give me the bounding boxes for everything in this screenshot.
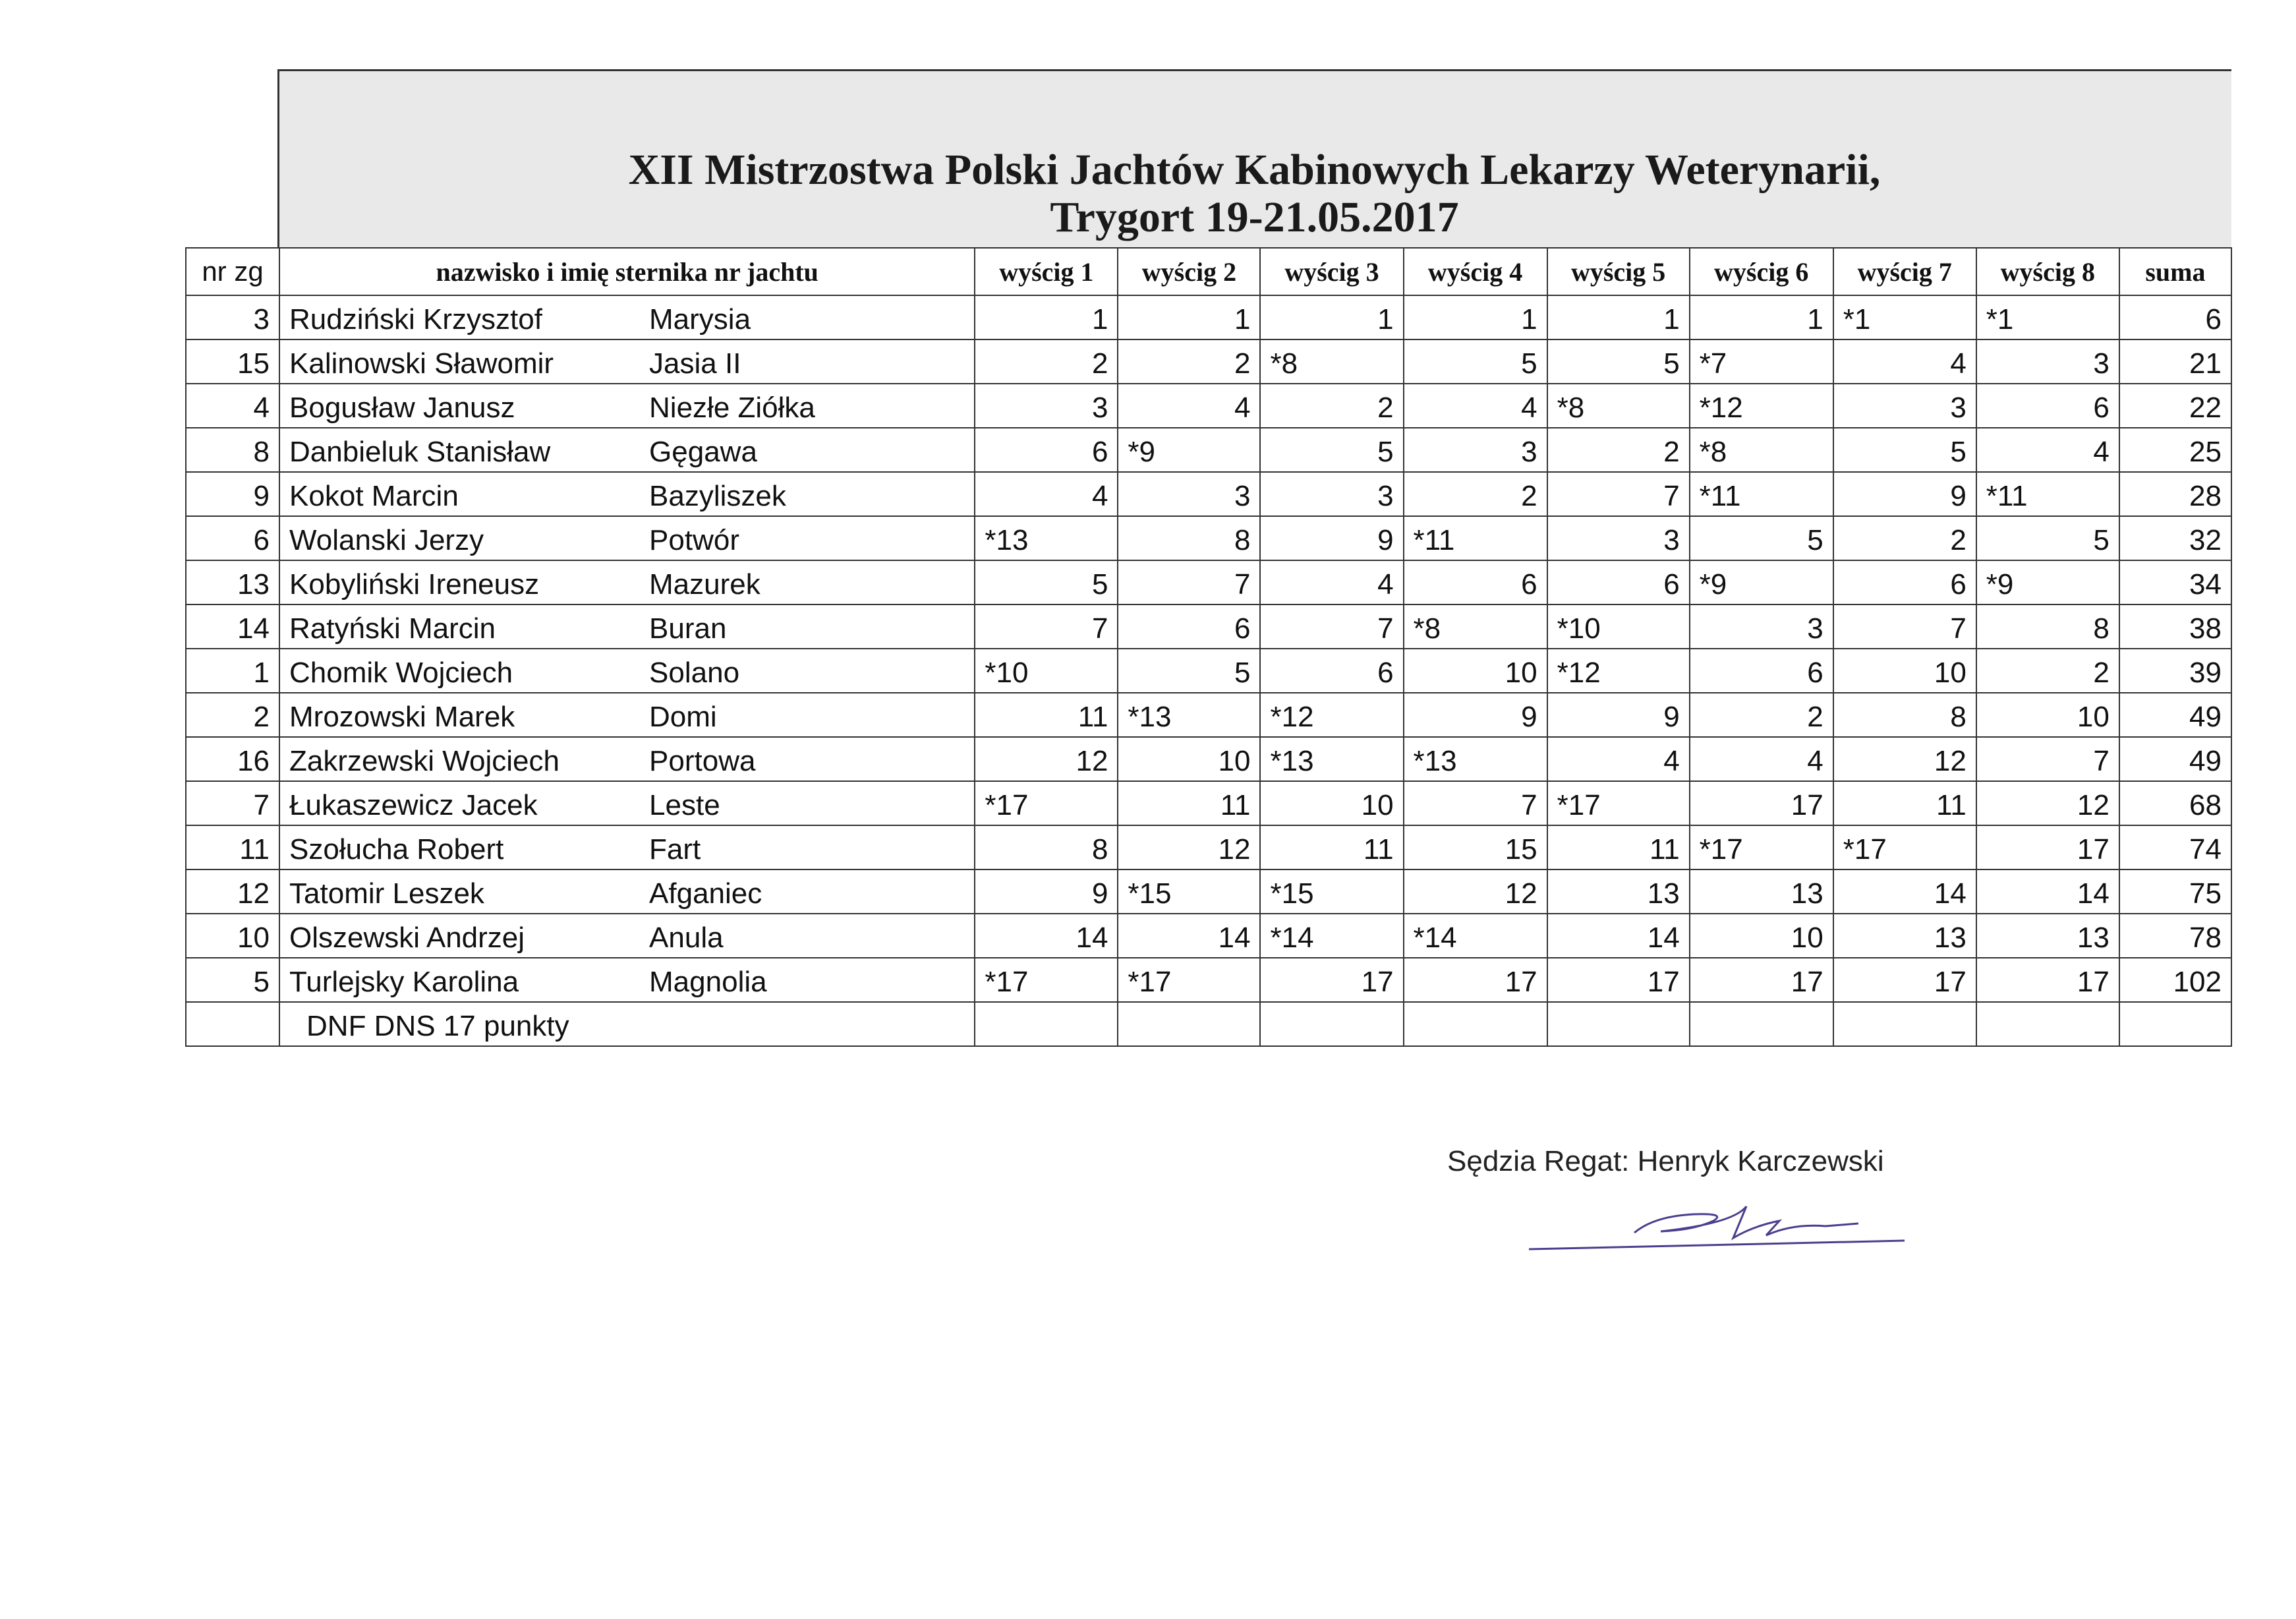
- position-cell: 14: [186, 604, 279, 649]
- race-7-cell: 10: [1833, 649, 1976, 693]
- position-cell: 10: [186, 914, 279, 958]
- total-cell: 39: [2119, 649, 2231, 693]
- race-5-cell: 6: [1547, 560, 1690, 604]
- header-race-8: wyścig 8: [1976, 248, 2119, 295]
- judge-signature: [1516, 1180, 1924, 1259]
- race-8-cell: *1: [1976, 295, 2119, 339]
- skipper-name: Bogusław Janusz: [289, 392, 515, 424]
- name-cell: [279, 428, 975, 472]
- race-3-cell: 3: [1260, 472, 1403, 516]
- header-race-3: wyścig 3: [1260, 248, 1403, 295]
- race-8-cell: 6: [1976, 384, 2119, 428]
- table-row: [186, 825, 2231, 869]
- race-6-cell: *8: [1690, 428, 1833, 472]
- header-race-7: wyścig 7: [1833, 248, 1976, 295]
- race-8-cell: 14: [1976, 869, 2119, 914]
- race-7-cell: 6: [1833, 560, 1976, 604]
- position-cell: 11: [186, 825, 279, 869]
- position-cell: 16: [186, 737, 279, 781]
- race-5-cell: 9: [1547, 693, 1690, 737]
- race-7-cell: 13: [1833, 914, 1976, 958]
- table-row: [186, 914, 2231, 958]
- yacht-name: Leste: [649, 789, 720, 821]
- empty-cell: [1404, 1002, 1547, 1046]
- race-7-cell: 3: [1833, 384, 1976, 428]
- race-1-cell: 5: [975, 560, 1118, 604]
- table-row: [186, 649, 2231, 693]
- race-1-cell: 14: [975, 914, 1118, 958]
- total-cell: 68: [2119, 781, 2231, 825]
- race-1-cell: 12: [975, 737, 1118, 781]
- race-5-cell: 2: [1547, 428, 1690, 472]
- total-cell: 28: [2119, 472, 2231, 516]
- empty-cell: [1976, 1002, 2119, 1046]
- race-5-cell: 14: [1547, 914, 1690, 958]
- empty-cell: [1260, 1002, 1403, 1046]
- table-row: [186, 428, 2231, 472]
- race-2-cell: 2: [1118, 339, 1260, 384]
- yacht-name: Marysia: [649, 303, 751, 336]
- header-race-5: wyścig 5: [1547, 248, 1690, 295]
- table-row: [186, 472, 2231, 516]
- race-8-cell: 12: [1976, 781, 2119, 825]
- skipper-name: Łukaszewicz Jacek: [289, 789, 538, 821]
- table-row: [186, 693, 2231, 737]
- yacht-name: Buran: [649, 612, 727, 645]
- name-cell: [279, 781, 975, 825]
- name-cell: [279, 693, 975, 737]
- yacht-name: Portowa: [649, 745, 756, 777]
- race-1-cell: *10: [975, 649, 1118, 693]
- race-3-cell: 4: [1260, 560, 1403, 604]
- race-8-cell: 2: [1976, 649, 2119, 693]
- skipper-name: Szołucha Robert: [289, 833, 504, 866]
- race-7-cell: 14: [1833, 869, 1976, 914]
- total-cell: 75: [2119, 869, 2231, 914]
- skipper-name: Kobyliński Ireneusz: [289, 568, 540, 601]
- race-5-cell: 4: [1547, 737, 1690, 781]
- race-2-cell: 1: [1118, 295, 1260, 339]
- skipper-name: Zakrzewski Wojciech: [289, 745, 560, 777]
- name-cell: [279, 472, 975, 516]
- race-3-cell: *12: [1260, 693, 1403, 737]
- judge-label: Sędzia Regat: Henryk Karczewski: [1447, 1145, 1884, 1177]
- race-2-cell: *9: [1118, 428, 1260, 472]
- skipper-name: Ratyński Marcin: [289, 612, 496, 645]
- race-4-cell: 1: [1404, 295, 1547, 339]
- race-2-cell: *13: [1118, 693, 1260, 737]
- table-row: [186, 516, 2231, 560]
- position-cell: 8: [186, 428, 279, 472]
- name-cell: [279, 914, 975, 958]
- name-cell: [279, 869, 975, 914]
- race-8-cell: 17: [1976, 825, 2119, 869]
- race-1-cell: 3: [975, 384, 1118, 428]
- race-5-cell: *12: [1547, 649, 1690, 693]
- footnote-row: [186, 1002, 2231, 1046]
- race-6-cell: 5: [1690, 516, 1833, 560]
- total-cell: 25: [2119, 428, 2231, 472]
- skipper-name: Mrozowski Marek: [289, 701, 515, 733]
- empty-cell: [1547, 1002, 1690, 1046]
- race-6-cell: 10: [1690, 914, 1833, 958]
- race-2-cell: 11: [1118, 781, 1260, 825]
- race-4-cell: 5: [1404, 339, 1547, 384]
- position-cell: 6: [186, 516, 279, 560]
- skipper-name: Turlejsky Karolina: [289, 966, 519, 998]
- name-cell: [279, 604, 975, 649]
- position-cell: 9: [186, 472, 279, 516]
- race-4-cell: 4: [1404, 384, 1547, 428]
- race-8-cell: *11: [1976, 472, 2119, 516]
- yacht-name: Magnolia: [649, 966, 767, 998]
- race-6-cell: 3: [1690, 604, 1833, 649]
- race-7-cell: 9: [1833, 472, 1976, 516]
- header-position: nr zg: [186, 248, 279, 295]
- race-4-cell: 6: [1404, 560, 1547, 604]
- race-6-cell: 17: [1690, 958, 1833, 1002]
- name-cell: [279, 649, 975, 693]
- table-row: [186, 869, 2231, 914]
- race-6-cell: *17: [1690, 825, 1833, 869]
- position-cell: 15: [186, 339, 279, 384]
- page-title: [277, 146, 2231, 241]
- race-7-cell: *17: [1833, 825, 1976, 869]
- race-4-cell: 15: [1404, 825, 1547, 869]
- race-8-cell: 13: [1976, 914, 2119, 958]
- yacht-name: Potwór: [649, 524, 739, 556]
- skipper-name: Tatomir Leszek: [289, 877, 484, 910]
- empty-cell: [975, 1002, 1118, 1046]
- race-7-cell: 4: [1833, 339, 1976, 384]
- race-7-cell: 2: [1833, 516, 1976, 560]
- name-cell: [279, 825, 975, 869]
- total-cell: 38: [2119, 604, 2231, 649]
- skipper-name: Wolanski Jerzy: [289, 524, 484, 556]
- table-row: [186, 737, 2231, 781]
- race-4-cell: 2: [1404, 472, 1547, 516]
- total-cell: 74: [2119, 825, 2231, 869]
- name-cell: [279, 958, 975, 1002]
- race-7-cell: 8: [1833, 693, 1976, 737]
- race-8-cell: 5: [1976, 516, 2119, 560]
- race-2-cell: 10: [1118, 737, 1260, 781]
- table-row: [186, 339, 2231, 384]
- race-2-cell: *15: [1118, 869, 1260, 914]
- skipper-name: Kalinowski Sławomir: [289, 347, 554, 380]
- race-6-cell: *9: [1690, 560, 1833, 604]
- race-3-cell: *13: [1260, 737, 1403, 781]
- race-3-cell: 7: [1260, 604, 1403, 649]
- race-8-cell: *9: [1976, 560, 2119, 604]
- header-race-2: wyścig 2: [1118, 248, 1260, 295]
- total-cell: 22: [2119, 384, 2231, 428]
- total-cell: 21: [2119, 339, 2231, 384]
- race-3-cell: *8: [1260, 339, 1403, 384]
- position-cell: 4: [186, 384, 279, 428]
- name-cell: [279, 560, 975, 604]
- yacht-name: Solano: [649, 657, 740, 689]
- race-2-cell: 12: [1118, 825, 1260, 869]
- race-5-cell: 11: [1547, 825, 1690, 869]
- race-4-cell: 10: [1404, 649, 1547, 693]
- title-line-1: XII Mistrzostwa Polski Jachtów Kabinowych Lekarzy Weterynarii,: [628, 146, 1881, 194]
- race-8-cell: 10: [1976, 693, 2119, 737]
- race-3-cell: 6: [1260, 649, 1403, 693]
- race-5-cell: 7: [1547, 472, 1690, 516]
- position-cell: 13: [186, 560, 279, 604]
- position-cell: 7: [186, 781, 279, 825]
- empty-cell: [1833, 1002, 1976, 1046]
- race-3-cell: *14: [1260, 914, 1403, 958]
- title-line-2: Trygort 19-21.05.2017: [1050, 193, 1459, 241]
- race-3-cell: 2: [1260, 384, 1403, 428]
- table-row: [186, 781, 2231, 825]
- race-4-cell: 3: [1404, 428, 1547, 472]
- skipper-name: Kokot Marcin: [289, 480, 459, 512]
- race-5-cell: 13: [1547, 869, 1690, 914]
- race-2-cell: 4: [1118, 384, 1260, 428]
- race-5-cell: 1: [1547, 295, 1690, 339]
- yacht-name: Mazurek: [649, 568, 761, 601]
- race-1-cell: *17: [975, 781, 1118, 825]
- race-6-cell: *7: [1690, 339, 1833, 384]
- position-cell: 12: [186, 869, 279, 914]
- race-4-cell: 7: [1404, 781, 1547, 825]
- race-3-cell: *15: [1260, 869, 1403, 914]
- race-1-cell: *17: [975, 958, 1118, 1002]
- race-7-cell: 11: [1833, 781, 1976, 825]
- header-race-6: wyścig 6: [1690, 248, 1833, 295]
- race-5-cell: 3: [1547, 516, 1690, 560]
- table-row: [186, 295, 2231, 339]
- position-cell: 5: [186, 958, 279, 1002]
- yacht-name: Fart: [649, 833, 701, 866]
- total-cell: 49: [2119, 737, 2231, 781]
- name-cell: [279, 516, 975, 560]
- race-7-cell: 12: [1833, 737, 1976, 781]
- empty-cell: [186, 1002, 279, 1046]
- race-1-cell: 2: [975, 339, 1118, 384]
- race-2-cell: 5: [1118, 649, 1260, 693]
- race-3-cell: 9: [1260, 516, 1403, 560]
- skipper-name: Chomik Wojciech: [289, 657, 513, 689]
- race-3-cell: 17: [1260, 958, 1403, 1002]
- race-4-cell: *11: [1404, 516, 1547, 560]
- yacht-name: Domi: [649, 701, 717, 733]
- position-cell: 3: [186, 295, 279, 339]
- empty-cell: [2119, 1002, 2231, 1046]
- race-5-cell: *17: [1547, 781, 1690, 825]
- total-cell: 6: [2119, 295, 2231, 339]
- race-6-cell: *11: [1690, 472, 1833, 516]
- race-8-cell: 4: [1976, 428, 2119, 472]
- empty-cell: [1690, 1002, 1833, 1046]
- header-race-1: wyścig 1: [975, 248, 1118, 295]
- race-6-cell: 2: [1690, 693, 1833, 737]
- race-1-cell: 6: [975, 428, 1118, 472]
- race-1-cell: 7: [975, 604, 1118, 649]
- name-cell: [279, 384, 975, 428]
- race-6-cell: 1: [1690, 295, 1833, 339]
- race-8-cell: 3: [1976, 339, 2119, 384]
- race-3-cell: 5: [1260, 428, 1403, 472]
- skipper-name: Rudziński Krzysztof: [289, 303, 542, 336]
- race-4-cell: *13: [1404, 737, 1547, 781]
- name-cell: [279, 339, 975, 384]
- race-2-cell: 14: [1118, 914, 1260, 958]
- race-7-cell: *1: [1833, 295, 1976, 339]
- name-cell: [279, 295, 975, 339]
- total-cell: 78: [2119, 914, 2231, 958]
- empty-cell: [1118, 1002, 1260, 1046]
- yacht-name: Anula: [649, 922, 724, 954]
- header-name: nazwisko i imię sternika nr jachtu: [279, 248, 975, 295]
- race-1-cell: *13: [975, 516, 1118, 560]
- table-row: [186, 604, 2231, 649]
- race-3-cell: 11: [1260, 825, 1403, 869]
- results-table: [185, 247, 2232, 1047]
- yacht-name: Gęgawa: [649, 436, 757, 468]
- skipper-name: Olszewski Andrzej: [289, 922, 525, 954]
- race-6-cell: 13: [1690, 869, 1833, 914]
- race-2-cell: 8: [1118, 516, 1260, 560]
- race-5-cell: *10: [1547, 604, 1690, 649]
- race-7-cell: 7: [1833, 604, 1976, 649]
- total-cell: 34: [2119, 560, 2231, 604]
- total-cell: 32: [2119, 516, 2231, 560]
- race-8-cell: 8: [1976, 604, 2119, 649]
- race-8-cell: 17: [1976, 958, 2119, 1002]
- total-cell: 49: [2119, 693, 2231, 737]
- race-4-cell: 17: [1404, 958, 1547, 1002]
- yacht-name: Niezłe Ziółka: [649, 392, 815, 424]
- header-race-4: wyścig 4: [1404, 248, 1547, 295]
- race-2-cell: 3: [1118, 472, 1260, 516]
- table-row: [186, 384, 2231, 428]
- race-5-cell: *8: [1547, 384, 1690, 428]
- race-3-cell: 10: [1260, 781, 1403, 825]
- race-1-cell: 1: [975, 295, 1118, 339]
- race-6-cell: 17: [1690, 781, 1833, 825]
- name-cell: [279, 737, 975, 781]
- race-2-cell: 6: [1118, 604, 1260, 649]
- race-1-cell: 8: [975, 825, 1118, 869]
- race-5-cell: 17: [1547, 958, 1690, 1002]
- race-4-cell: *14: [1404, 914, 1547, 958]
- yacht-name: Afganiec: [649, 877, 762, 910]
- position-cell: 2: [186, 693, 279, 737]
- race-7-cell: 5: [1833, 428, 1976, 472]
- table-row: [186, 560, 2231, 604]
- race-4-cell: *8: [1404, 604, 1547, 649]
- race-2-cell: 7: [1118, 560, 1260, 604]
- race-7-cell: 17: [1833, 958, 1976, 1002]
- race-3-cell: 1: [1260, 295, 1403, 339]
- race-4-cell: 12: [1404, 869, 1547, 914]
- race-1-cell: 9: [975, 869, 1118, 914]
- yacht-name: Jasia II: [649, 347, 741, 380]
- race-6-cell: 6: [1690, 649, 1833, 693]
- race-1-cell: 4: [975, 472, 1118, 516]
- race-8-cell: 7: [1976, 737, 2119, 781]
- race-1-cell: 11: [975, 693, 1118, 737]
- total-cell: 102: [2119, 958, 2231, 1002]
- position-cell: 1: [186, 649, 279, 693]
- race-5-cell: 5: [1547, 339, 1690, 384]
- results-body: [186, 295, 2231, 1046]
- footnote-cell: DNF DNS 17 punkty: [279, 1002, 975, 1046]
- table-row: [186, 958, 2231, 1002]
- race-6-cell: *12: [1690, 384, 1833, 428]
- header-row: [186, 248, 2231, 295]
- race-4-cell: 9: [1404, 693, 1547, 737]
- race-6-cell: 4: [1690, 737, 1833, 781]
- skipper-name: Danbieluk Stanisław: [289, 436, 551, 468]
- yacht-name: Bazyliszek: [649, 480, 786, 512]
- header-total: suma: [2119, 248, 2231, 295]
- race-2-cell: *17: [1118, 958, 1260, 1002]
